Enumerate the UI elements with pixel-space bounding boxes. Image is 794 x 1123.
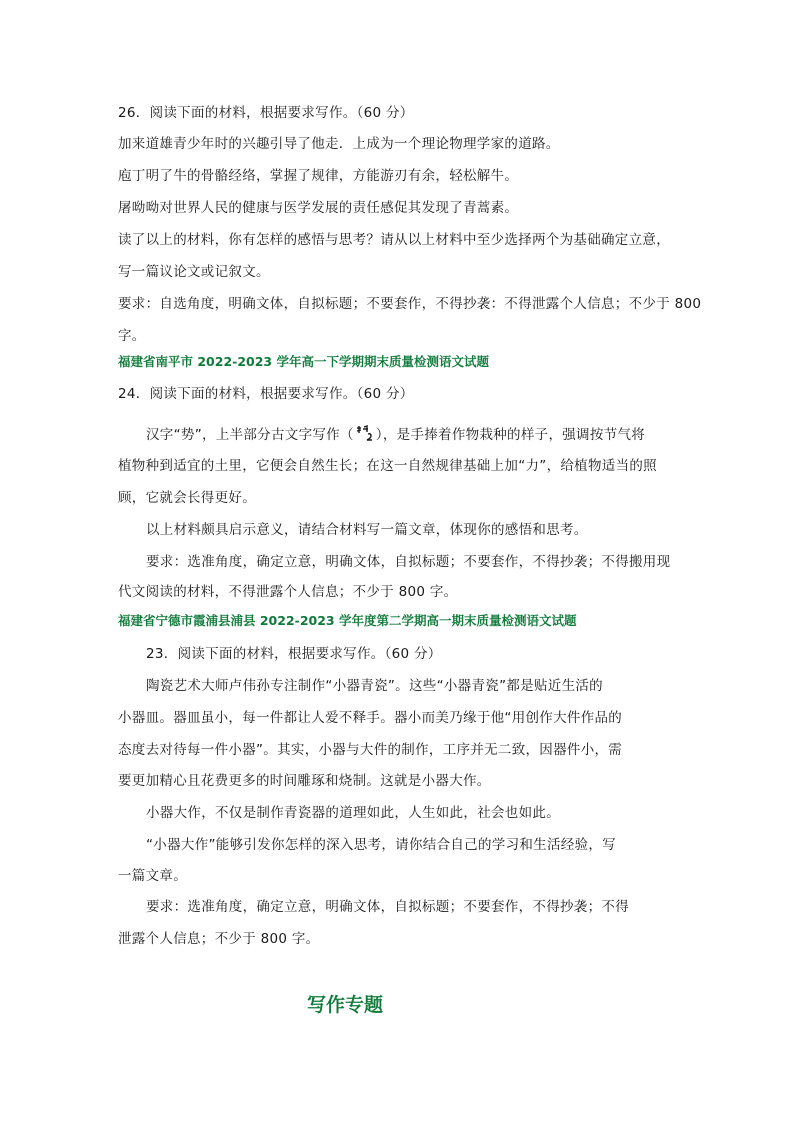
question-24-material-line-1 xyxy=(146,424,645,445)
question-23-title: 23．阅读下面的材料，根据要求写作。（60 分） xyxy=(146,646,442,662)
question-23-material-line-4: 要更加精心且花费更多的时间雕琢和烧制。这就是小器大作。 xyxy=(118,773,491,789)
question-26-prompt-line-2: 写一篇议论文或记叙文。 xyxy=(118,264,270,280)
question-24-material-line-1-before: 汉字“势”，上半部分古文字写作（ xyxy=(146,427,354,443)
question-23-prompt-line-2: 一篇文章。 xyxy=(118,868,187,884)
question-24-material-line-2: 植物种到适宜的土里，它便会自然生长；在这一自然规律基础上加“力”，给植物适当的照 xyxy=(118,458,657,474)
question-23-material-line-5: 小器大作，不仅是制作青瓷器的道理如此，人生如此，社会也如此。 xyxy=(146,805,560,821)
question-26-prompt-line-1: 读了以上的材料，你有怎样的感悟与思考？请从以上材料中至少选择两个为基础确定立意， xyxy=(118,232,670,248)
question-23-material-line-2: 小器皿。器皿虽小，每一件都让人爱不释手。器小而美乃缘于他“用创作大件作品的 xyxy=(118,710,623,726)
question-24-material-line-3: 顾，它就会长得更好。 xyxy=(118,490,256,506)
exam-source-nanping: 福建省南平市 2022-2023 学年高一下学期期末质量检测语文试题 xyxy=(118,354,489,369)
question-23-material-line-1: 陶瓷艺术大师卢伟孙专注制作“小器青瓷”。这些“小器青瓷”都是贴近生活的 xyxy=(146,678,603,694)
question-26-requirement-line-2: 字。 xyxy=(118,328,146,344)
question-23-requirement-line-2: 泄露个人信息；不少于 800 字。 xyxy=(118,931,320,947)
question-23-prompt-line-1: “小器大作”能够引发你怎样的深入思考，请你结合自己的学习和生活经验，写 xyxy=(146,837,616,853)
question-24-requirement-line-2: 代文阅读的材料，不得泄露个人信息；不少于 800 字。 xyxy=(118,584,458,600)
question-26-material-3: 屠呦呦对世界人民的健康与医学发展的责任感促其发现了青蒿素。 xyxy=(118,200,519,216)
section-footer-title: 写作专题 xyxy=(306,994,383,1016)
question-24-title: 24．阅读下面的材料，根据要求写作。（60 分） xyxy=(118,386,414,402)
question-26-material-2: 庖丁明了牛的骨骼经络，掌握了规律，方能游刃有余，轻松解牛。 xyxy=(118,168,519,184)
question-26-requirement-line-1: 要求：自选角度，明确文体，自拟标题；不要套作，不得抄袭：不得泄露个人信息；不少于 800 xyxy=(118,296,702,312)
question-24-prompt: 以上材料颇具启示意义，请结合材料写一篇文章，体现你的感悟和思考。 xyxy=(146,522,588,538)
question-24-requirement-line-1: 要求：选准角度，确定立意，明确文体，自拟标题；不要套作，不得抄袭；不得搬用现 xyxy=(146,554,671,570)
question-26-material-1: 加来道雄青少年时的兴趣引导了他走．上成为一个理论物理学家的道路。 xyxy=(118,136,560,152)
question-23-requirement-line-1: 要求：选准角度，确定立意，明确文体，自拟标题；不要套作，不得抄袭；不得 xyxy=(146,899,629,915)
question-24-material-line-1-after: ），是手捧着作物栽种的样子，强调按节气将 xyxy=(375,427,646,443)
question-23-material-line-3: 态度去对待每一件小器”。其实，小器与大件的制作，工序并无二致，因器件小，需 xyxy=(118,742,623,758)
exam-source-ningde: 福建省宁德市霞浦县浦县 2022-2023 学年度第二学期高一期末质量检测语文试题 xyxy=(118,613,577,628)
ancient-character-shi-icon xyxy=(354,424,376,442)
question-26-title: 26．阅读下面的材料，根据要求写作。（60 分） xyxy=(118,105,414,121)
